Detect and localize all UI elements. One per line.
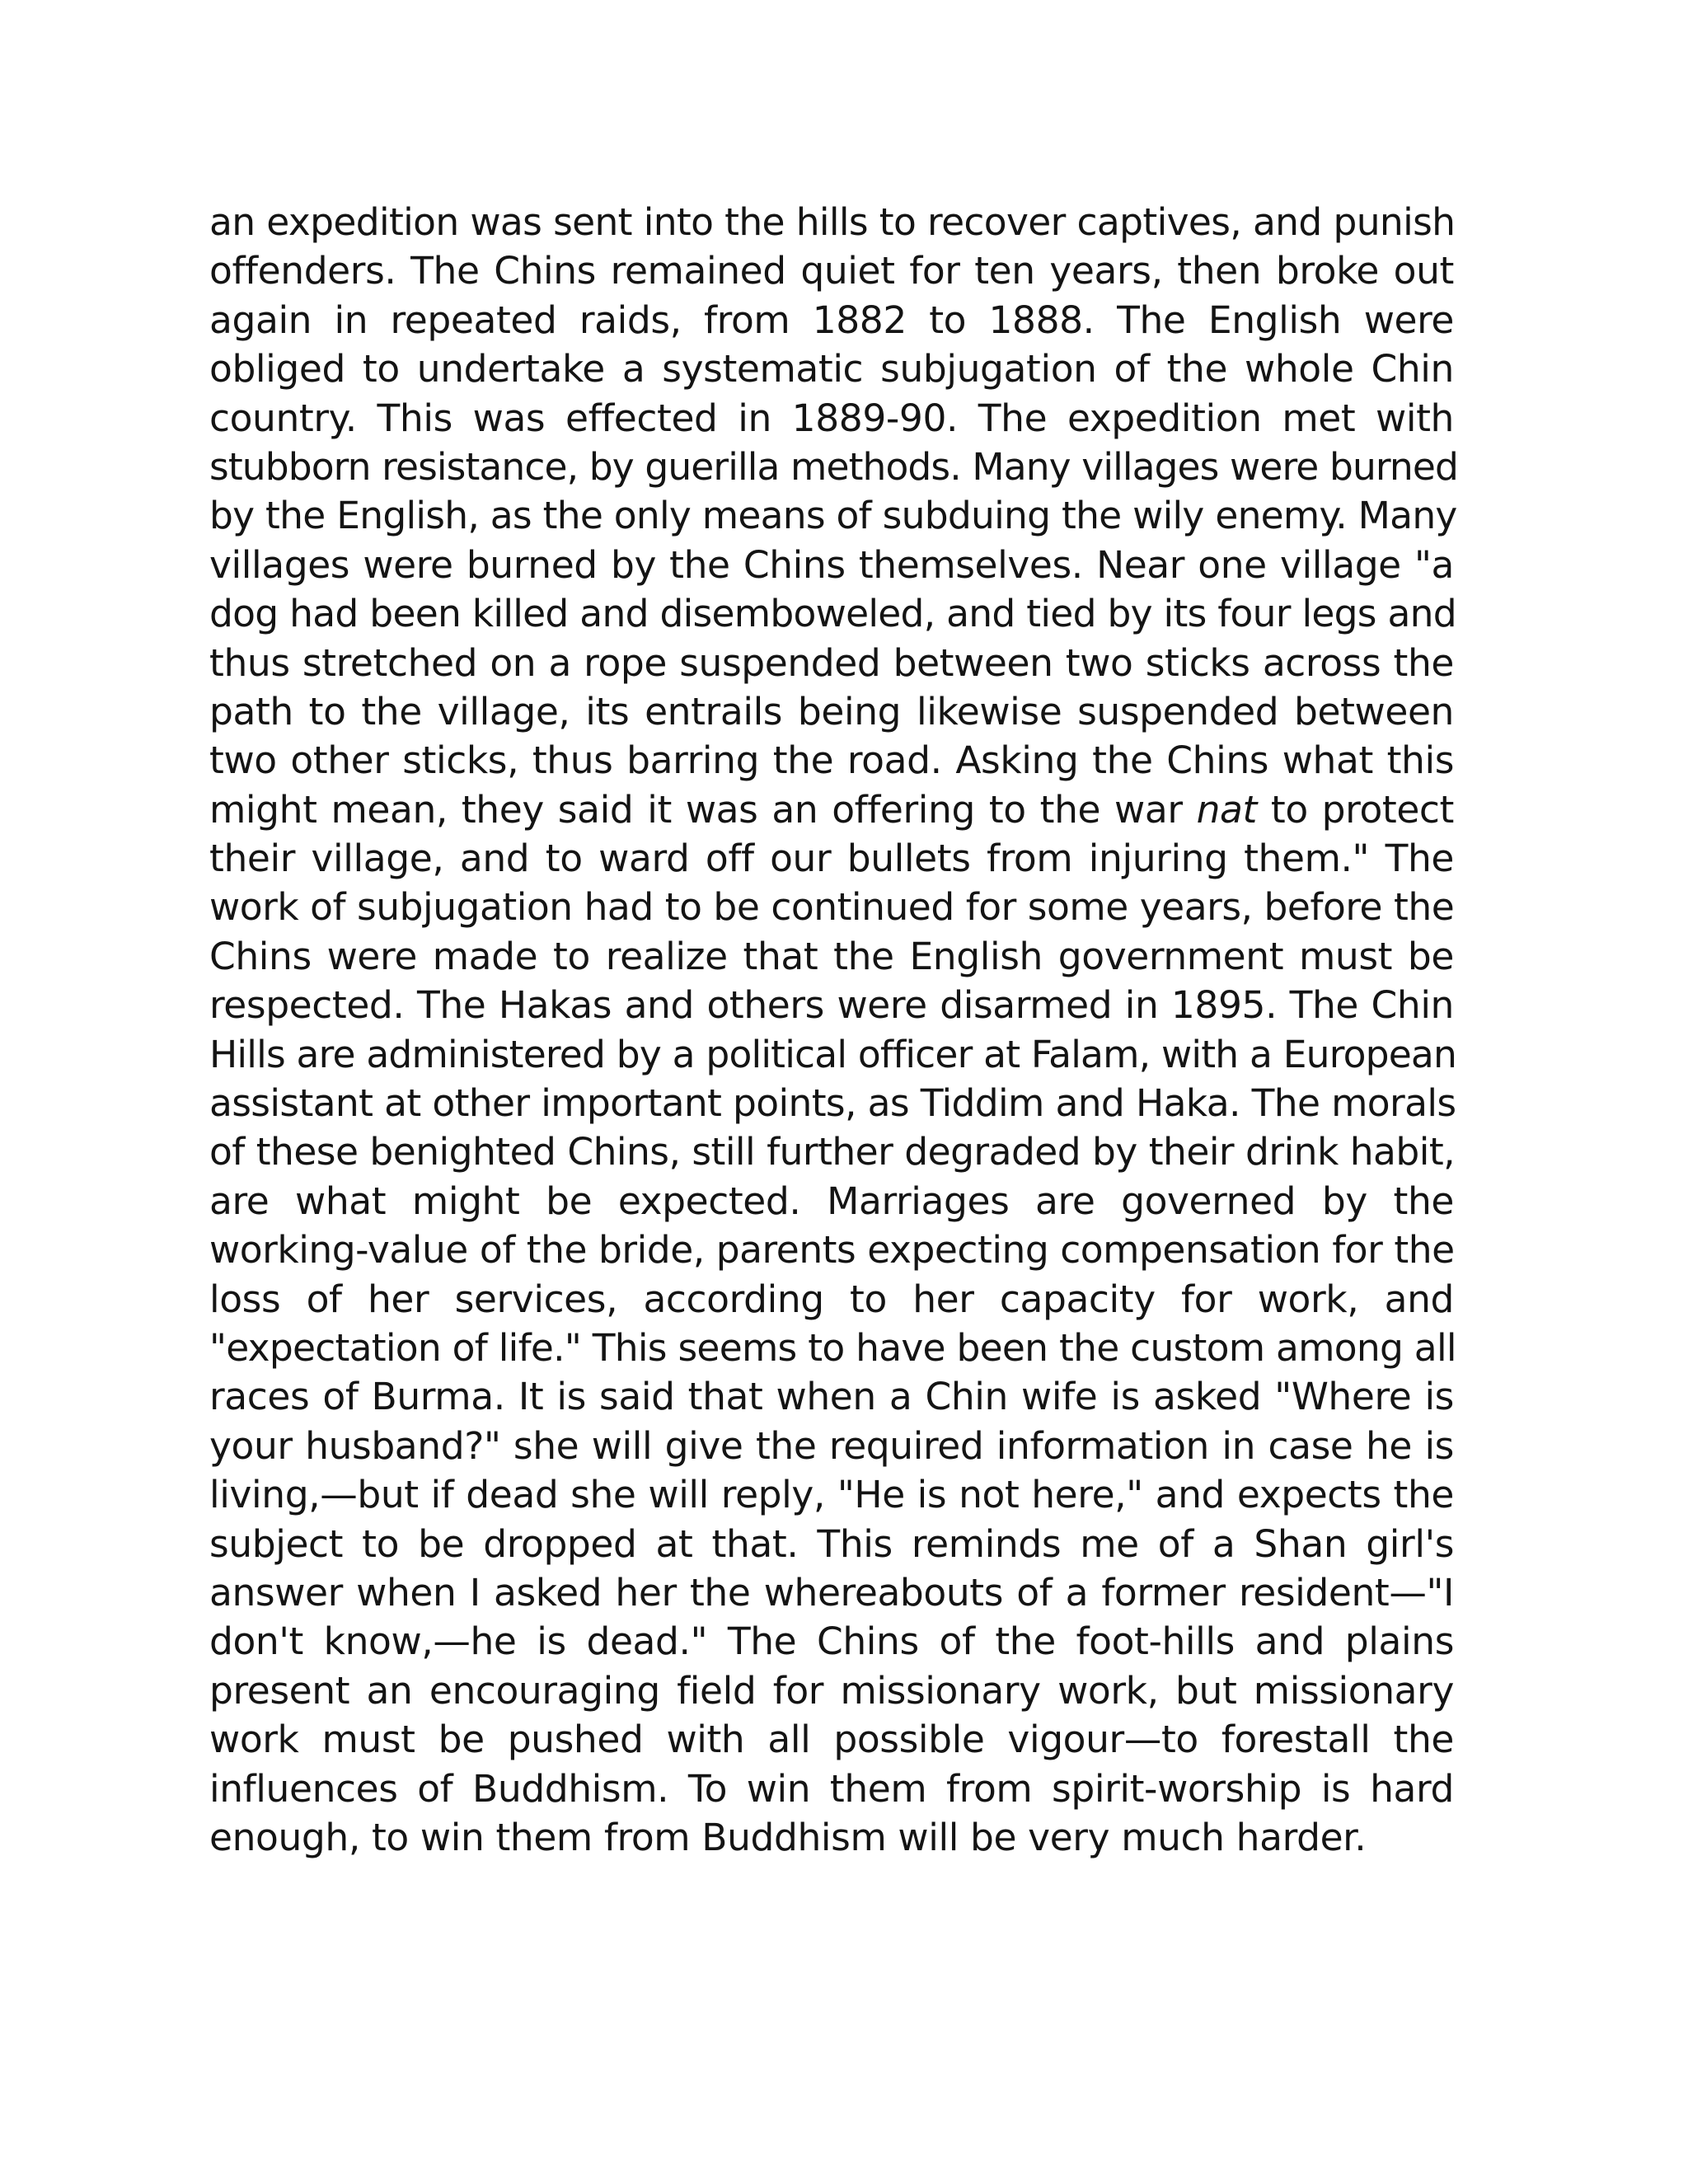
text-line-10: thus stretched on a rope suspended between two sticks across the [209,640,1454,685]
text-line-14: their village, and to ward off our bullets from injuring them." The [209,837,1454,881]
italic-word-nat: nat [1196,787,1257,832]
text-line-6: stubborn resistance, by guerilla methods. Many villages were burned [209,444,1458,489]
text-line-7: by the English, as the only means of subduing the wily enemy. Many [209,494,1457,538]
text-line-19: assistant at other important points, as Tiddim and Haka. The morals [209,1081,1456,1126]
text-line-1: an expedition was sent into the hills to recover captives, and punish [209,200,1456,244]
text-line-12: two other sticks, thus barring the road. Asking the Chins what this [209,738,1454,783]
text-line-33: influences of Buddhism. To win them from spirit-worship is hard [209,1766,1454,1811]
text-line-18: Hills are administered by a political officer at Falam, with a European [209,1032,1457,1076]
text-line-11: path to the village, its entrails being likewise suspended between [209,689,1454,733]
text-line-15: work of subjugation had to be continued for some years, before the [209,885,1455,930]
text-line-23: loss of her services, according to her capacity for work, and [209,1277,1454,1321]
text-line-29: answer when I asked her the whereabouts of a former resident—"I [209,1570,1454,1615]
text-line-27: living,—but if dead she will reply, "He is not here," and expects the [209,1473,1454,1517]
text-line-25: races of Burma. It is said that when a Chin wife is asked "Where is [209,1375,1454,1419]
text-line-22: working-value of the bride, parents expecting compensation for the [209,1228,1455,1272]
text-line-13 [209,785,1454,834]
text-line-24: "expectation of life." This seems to have been the custom among all [209,1325,1456,1370]
text-line-3: again in repeated raids, from 1882 to 1888. The English were [209,298,1454,342]
text-line-31: present an encouraging field for missionary work, but missionary [209,1668,1454,1713]
text-line-30: don't know,—he is dead." The Chins of the foot-hills and plains [209,1619,1454,1664]
text-line-13-start: might mean, they said it was an offering to the war [209,787,1197,832]
text-line-26: your husband?" she will give the required information in case he is [209,1423,1454,1468]
text-line-9: dog had been killed and disemboweled, and tied by its four legs and [209,592,1456,636]
text-line-17: respected. The Hakas and others were disarmed in 1895. The Chin [209,983,1454,1028]
text-line-4: obliged to undertake a systematic subjugation of the whole Chin [209,347,1454,391]
body-paragraph [209,198,1458,1862]
text-line-8: villages were burned by the Chins themselves. Near one village "a [209,542,1454,587]
text-line-16: Chins were made to realize that the English government must be [209,934,1454,978]
text-line-28: subject to be dropped at that. This reminds me of a Shan girl's [209,1521,1454,1566]
text-line-20: of these benighted Chins, still further degraded by their drink habit, [209,1130,1456,1174]
text-line-2: offenders. The Chins remained quiet for ten years, then broke out [209,249,1454,293]
text-line-21: are what might be expected. Marriages are governed by the [209,1179,1454,1223]
text-line-34: enough, to win them from Buddhism will be very much harder. [209,1815,1367,1859]
text-line-32: work must be pushed with all possible vigour—to forestall the [209,1718,1454,1762]
text-line-5: country. This was effected in 1889-90. The expedition met with [209,396,1454,440]
text-line-13-end: to protect [1256,787,1454,832]
